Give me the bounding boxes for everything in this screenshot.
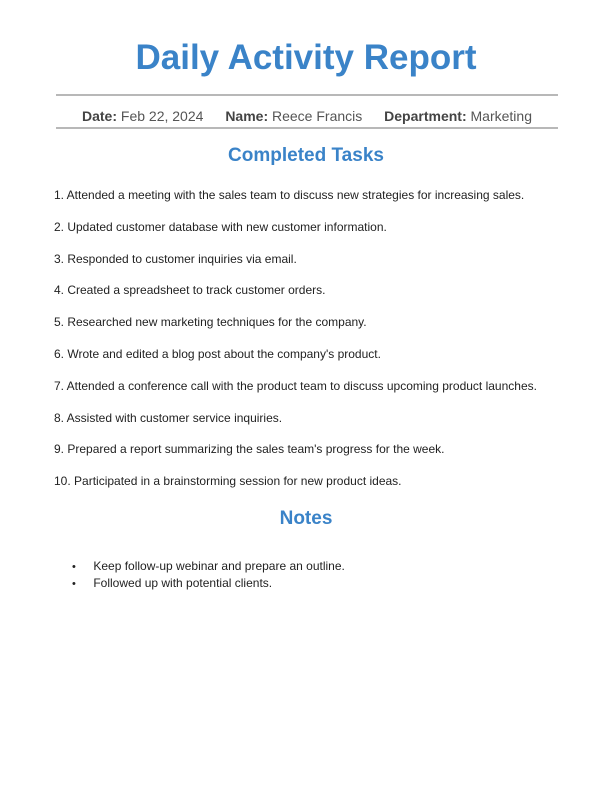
notes-heading: Notes: [279, 508, 333, 529]
task-item: 10. Participated in a brainstorming session for new product ideas.: [54, 474, 402, 489]
note-item: [72, 558, 552, 575]
department-value: Marketing: [470, 108, 532, 124]
task-item: 3. Responded to customer inquiries via email.: [54, 251, 297, 266]
completed-tasks-heading: Completed Tasks: [228, 145, 384, 166]
date-label: Date:: [82, 108, 118, 124]
task-item: 2. Updated customer database with new customer information.: [54, 219, 387, 234]
task-item: 5. Researched new marketing techniques for the company.: [54, 315, 367, 330]
department-label: Department:: [384, 108, 467, 124]
header-bottom-divider: [56, 127, 558, 129]
note-text: Keep follow-up webinar and prepare an outline.: [93, 559, 345, 573]
header-top-divider: [56, 94, 558, 96]
notes-list: [72, 558, 552, 591]
task-item: 4. Created a spreadsheet to track customer orders.: [54, 283, 326, 298]
task-item: 1. Attended a meeting with the sales team to discuss new strategies for increasing sales.: [54, 188, 525, 202]
date-field: [82, 107, 203, 125]
completed-tasks-list: [54, 187, 564, 505]
date-value: Feb 22, 2024: [120, 108, 204, 124]
note-text: Followed up with potential clients.: [93, 575, 273, 590]
report-title: Daily Activity Report: [135, 38, 477, 77]
name-label: Name:: [225, 108, 269, 124]
task-item: 6. Wrote and edited a blog post about the company's product.: [54, 346, 381, 361]
department-field: [384, 107, 532, 125]
task-item: 8. Assisted with customer service inquiries.: [54, 410, 283, 425]
task-item: 9. Prepared a report summarizing the sales team's progress for the week.: [54, 442, 445, 457]
note-item: [72, 575, 552, 592]
report-meta: [56, 107, 558, 125]
bullet-icon: •: [72, 577, 76, 590]
bullet-icon: •: [72, 561, 76, 573]
name-field: [225, 107, 362, 125]
name-value: Reece Francis: [272, 108, 363, 124]
task-item: 7. Attended a conference call with the product team to discuss upcoming product launches.: [54, 378, 537, 393]
